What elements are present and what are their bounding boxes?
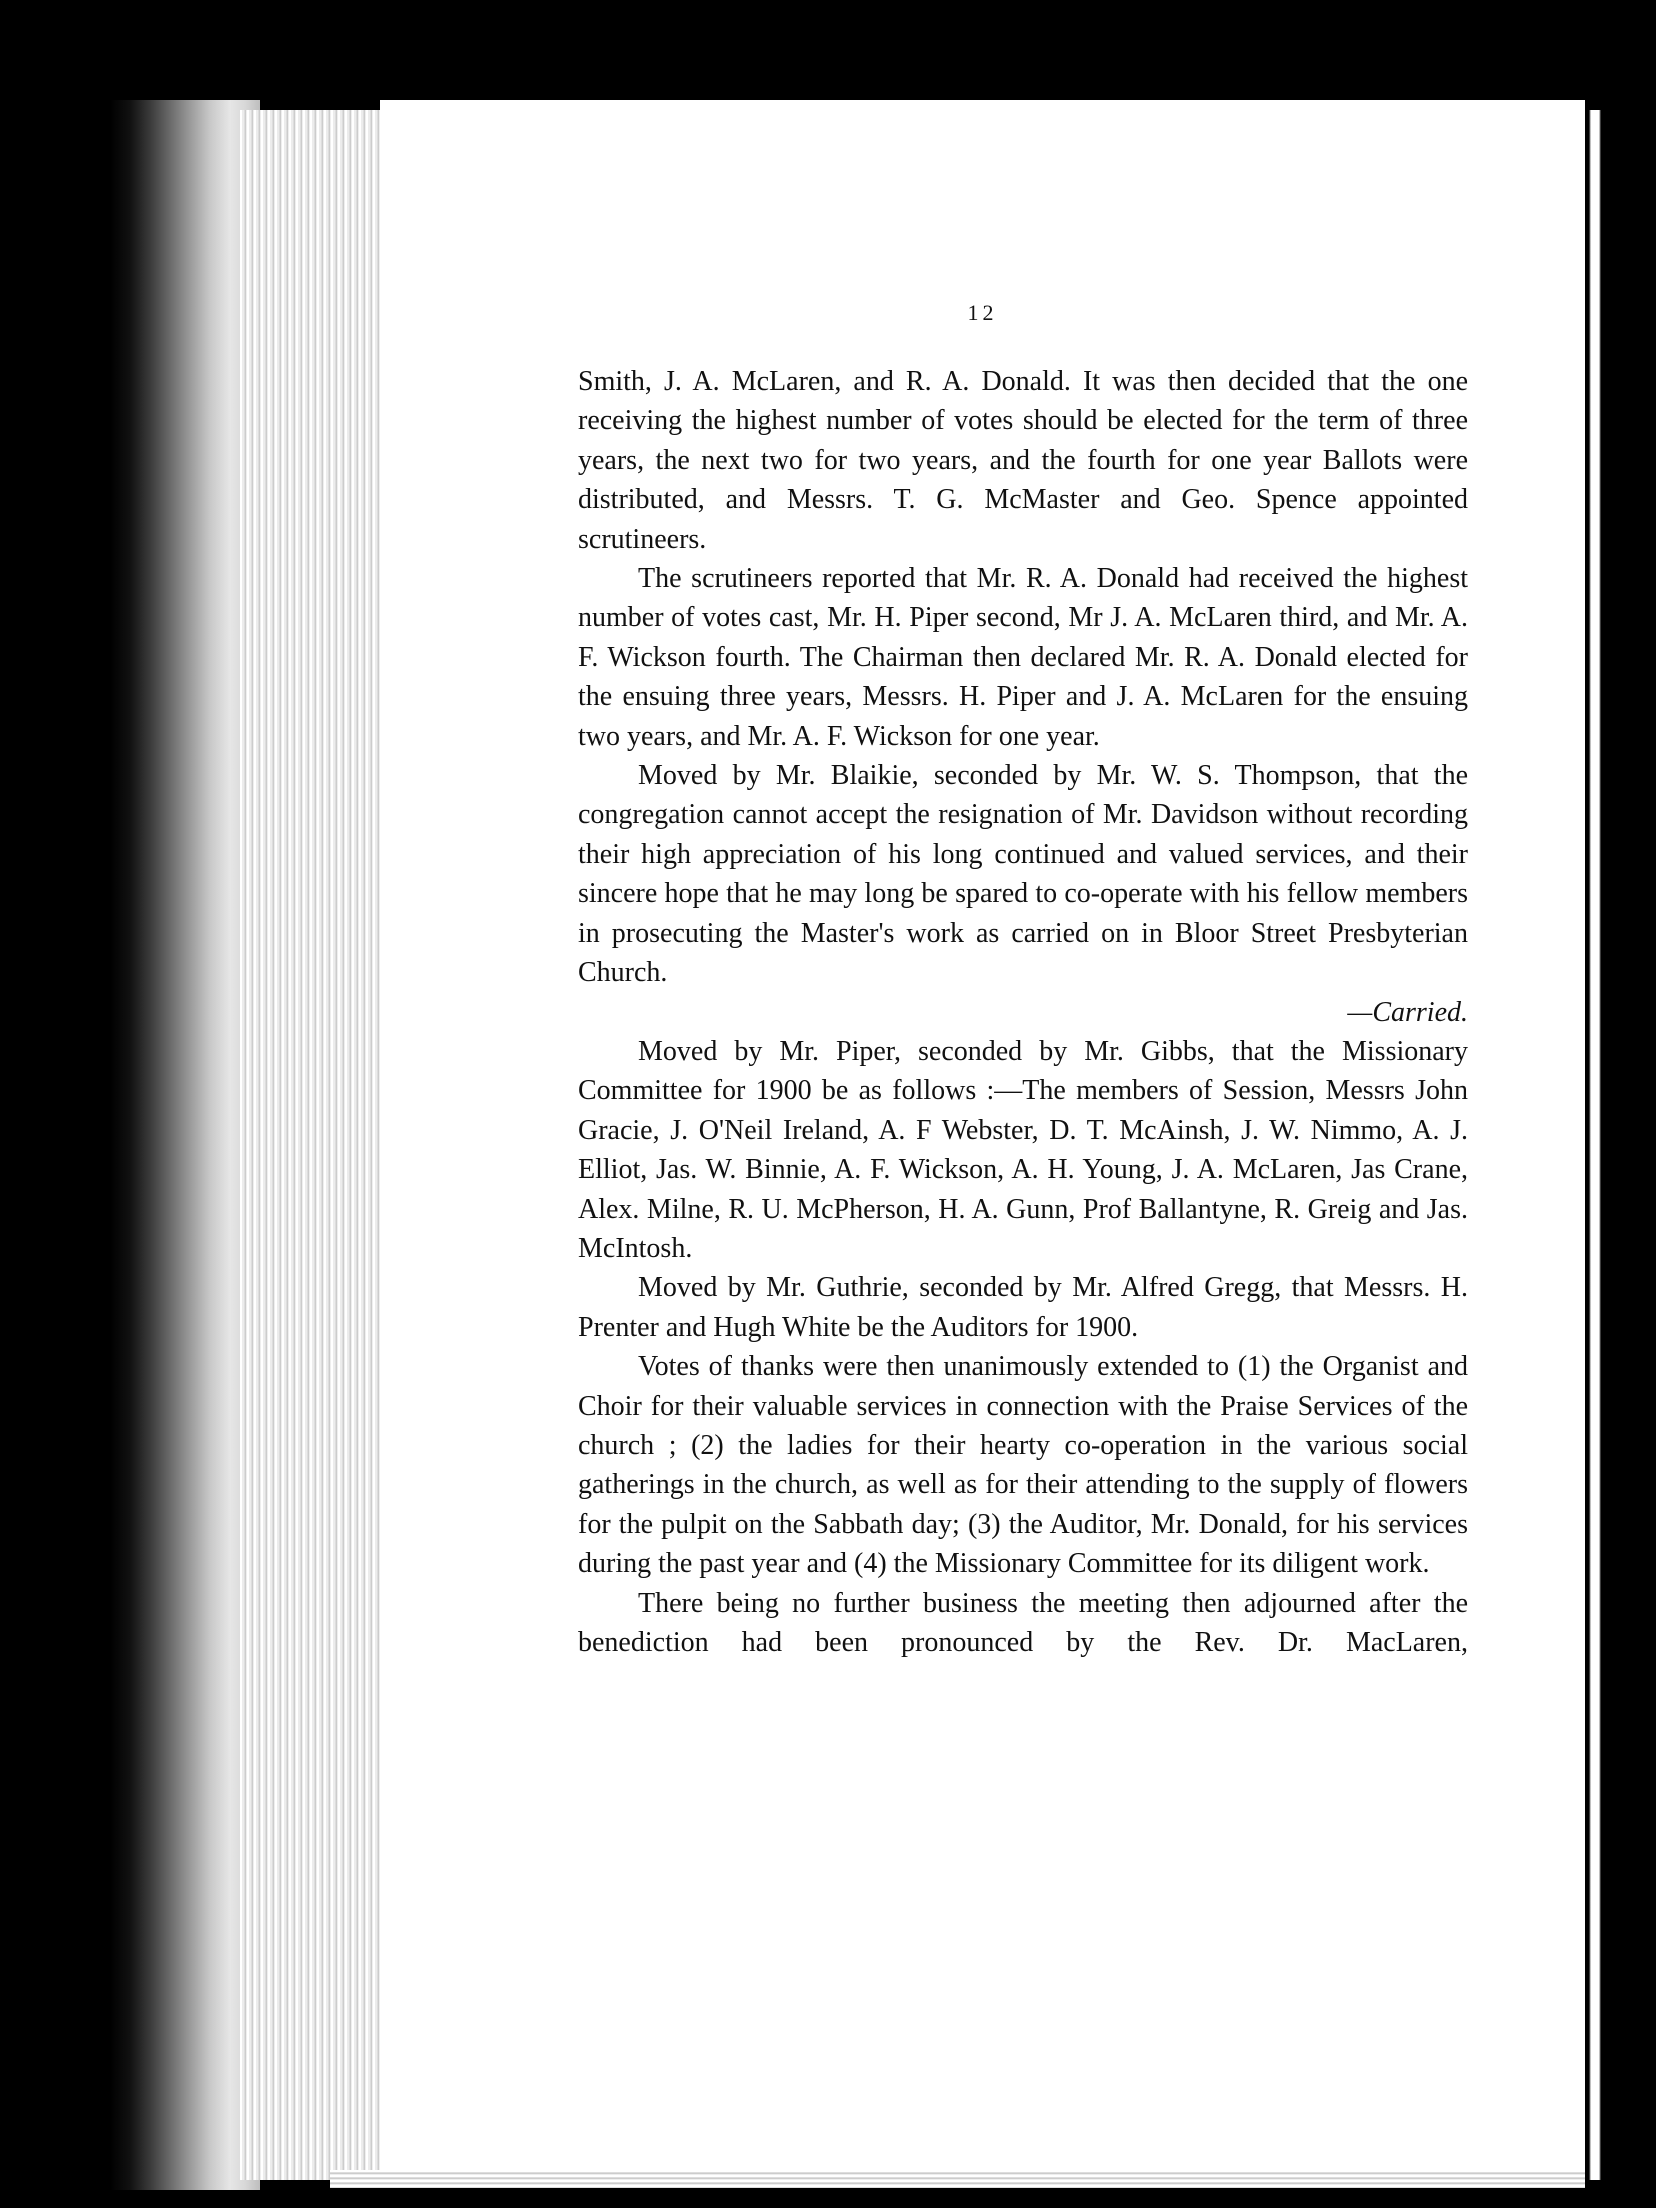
book-page	[380, 100, 1585, 2185]
paragraph-votes-of-thanks: Votes of thanks were then unanimously extended to (1) the Organist and Choir for their valuable services in connection with the Praise Services of the church ; (2) the ladies for their hearty co-operation in the various social gatherings in the church, as well as for their attending to the supply of flowers for the pulpit on the Sabbath day; (3) the Auditor, Mr. Donald, for his services during the past year and (4) the Missionary Committee for its diligent work.	[578, 1351, 1468, 1580]
paragraph-auditors: Moved by Mr. Guthrie, seconded by Mr. Alfred Gregg, that Messrs. H. Prenter and Hugh White be the Auditors for 1900.	[578, 1272, 1468, 1343]
book-spine	[110, 100, 260, 2190]
page-edges	[240, 110, 380, 2180]
paragraph-missionary-committee: Moved by Mr. Piper, seconded by Mr. Gibbs, that the Missionary Committee for 1900 be as follows :—The members of Session, Messrs John Gracie, J. O'Neil Ireland, A. F Webster, D. T. McAinsh, J. W. Nimmo, A. J. Elliot, Jas. W. Binnie, A. F. Wickson, A. H. Young, J. A. McLaren, Jas Crane, Alex. Milne, R. U. McPherson, H. A. Gunn, Prof Ballantyne, R. Greig and Jas. McIntosh.	[578, 1035, 1468, 1264]
right-page-edge	[1585, 110, 1645, 2180]
paragraph-adjournment: There being no further business the meeting then adjourned after the benediction had been pronounced by the Rev. Dr. MacLaren,	[578, 1587, 1468, 1658]
page-body-text	[578, 362, 1468, 1662]
page-number: 12	[967, 300, 998, 325]
page-bottom-edge	[330, 2170, 1585, 2188]
paragraph-election-method: Smith, J. A. McLaren, and R. A. Donald. It was then decided that the one receiving the highest number of votes should be elected for the term of three years, the next two for two years, and the fourth for one year Ballots were distributed, and Messrs. T. G. McMaster and Geo. Spence appointed scrutineers.	[578, 366, 1468, 555]
paragraph-davidson-resignation: Moved by Mr. Blaikie, seconded by Mr. W. S. Thompson, that the congregation cannot accept the resignation of Mr. Davidson without recording their high appreciation of his long continued and valued services, and their sincere hope that he may long be spared to co-operate with his fellow members in prosecuting the Master's work as carried on in Bloor Street Presbyterian Church.	[578, 760, 1468, 989]
carried-note: —Carried.	[1347, 996, 1468, 1028]
paragraph-scrutineers-report: The scrutineers reported that Mr. R. A. Donald had received the highest number of votes cast, Mr. H. Piper second, Mr J. A. McLaren third, and Mr. A. F. Wickson fourth. The Chairman then declared Mr. R. A. Donald elected for the ensuing three years, Messrs. H. Piper and J. A. McLaren for the ensuing two years, and Mr. A. F. Wickson for one year.	[578, 563, 1468, 752]
